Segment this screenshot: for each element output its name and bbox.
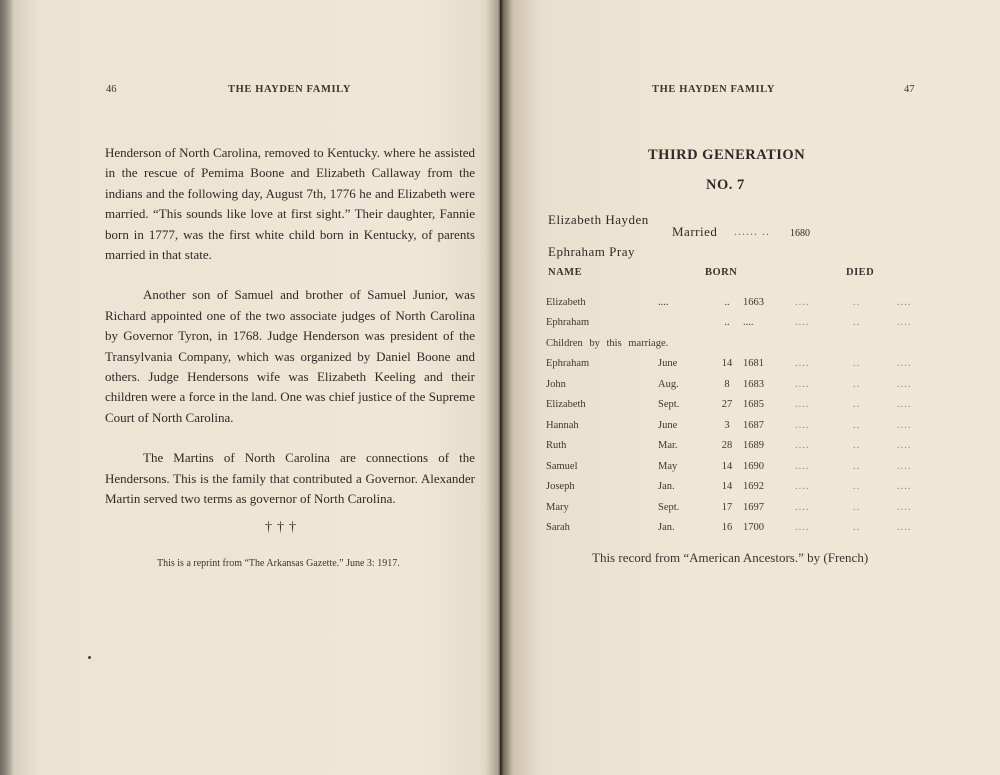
- died-placeholder: ....: [897, 358, 912, 370]
- died-placeholder: ....: [897, 501, 912, 513]
- died-placeholder: ....: [897, 419, 912, 431]
- child-row: [546, 374, 935, 395]
- person-name: Joseph: [546, 481, 575, 493]
- birth-day: 14: [721, 460, 733, 472]
- birth-month: June: [658, 358, 678, 370]
- children-label: Children by this marriage.: [546, 337, 669, 349]
- birth-month: Aug.: [658, 378, 679, 390]
- died-placeholder: ..: [853, 378, 861, 390]
- paper-speck: [88, 656, 91, 659]
- child-row: [546, 477, 935, 498]
- column-header-born: BORN: [705, 267, 738, 278]
- died-placeholder: ....: [795, 296, 810, 308]
- child-row: [546, 497, 935, 518]
- right-page-number: 47: [904, 84, 915, 95]
- died-placeholder: ....: [795, 522, 810, 534]
- child-row: [546, 518, 935, 539]
- died-placeholder: ....: [795, 399, 810, 411]
- birth-year: 1692: [743, 481, 764, 493]
- birth-month: Jan.: [658, 481, 675, 493]
- birth-year: 1687: [743, 419, 764, 431]
- died-placeholder: ....: [795, 501, 810, 513]
- birth-day: 14: [721, 358, 733, 370]
- parent-row: [546, 313, 935, 334]
- child-row: [546, 456, 935, 477]
- died-placeholder: ..: [853, 296, 861, 308]
- birth-month: Sept.: [658, 501, 680, 513]
- dagger-ornament: †††: [265, 520, 301, 535]
- died-placeholder: ..: [853, 481, 861, 493]
- birth-month: ....: [658, 296, 669, 308]
- left-body-text: [105, 143, 475, 510]
- person-name: Elizabeth: [546, 296, 586, 308]
- birth-year: 1663: [743, 296, 764, 308]
- died-placeholder: ..: [853, 419, 861, 431]
- generation-title: THIRD GENERATION: [648, 147, 806, 163]
- person-name: Elizabeth: [546, 399, 586, 411]
- source-note: This record from “American Ancestors.” by (French): [592, 550, 869, 565]
- died-placeholder: ....: [897, 378, 912, 390]
- died-placeholder: ..: [853, 522, 861, 534]
- spouse-elizabeth: Elizabeth Hayden: [548, 212, 649, 227]
- married-year: 1680: [790, 228, 810, 239]
- birth-month: Jan.: [658, 522, 675, 534]
- died-placeholder: ..: [853, 501, 861, 513]
- spouse-ephraham: Ephraham Pray: [548, 244, 636, 259]
- child-row: [546, 395, 935, 416]
- birth-month: June: [658, 419, 678, 431]
- person-name: John: [546, 378, 566, 390]
- died-placeholder: ....: [897, 481, 912, 493]
- birth-year: 1697: [743, 501, 764, 513]
- birth-day: 8: [724, 378, 730, 390]
- person-name: Sarah: [546, 522, 570, 534]
- died-placeholder: ....: [795, 378, 810, 390]
- died-placeholder: ....: [897, 317, 912, 329]
- reprint-footnote: This is a reprint from “The Arkansas Gazette.” June 3: 1917.: [157, 558, 400, 569]
- died-placeholder: ....: [795, 440, 810, 452]
- died-placeholder: ....: [897, 440, 912, 452]
- married-label: Married: [672, 224, 718, 239]
- birth-day: 27: [721, 399, 733, 411]
- birth-day: 17: [721, 501, 733, 513]
- birth-year: 1690: [743, 460, 764, 472]
- birth-day: 14: [721, 481, 733, 493]
- died-placeholder: ..: [853, 317, 861, 329]
- person-name: Ephraham: [546, 358, 590, 370]
- parent-row: [546, 292, 935, 313]
- died-placeholder: ....: [897, 296, 912, 308]
- birth-year: 1700: [743, 522, 764, 534]
- children-label-row: [546, 333, 935, 354]
- child-row: [546, 415, 935, 436]
- child-row: [546, 354, 935, 375]
- birth-year: ....: [743, 317, 754, 329]
- birth-month: [658, 313, 711, 334]
- died-placeholder: ....: [795, 481, 810, 493]
- person-name: Ruth: [546, 440, 567, 452]
- genealogy-table: [546, 292, 935, 538]
- birth-year: 1681: [743, 358, 764, 370]
- birth-month: Mar.: [658, 440, 678, 452]
- died-placeholder: ..: [853, 440, 861, 452]
- paragraph-henderson: Henderson of North Carolina, removed to Kentucky. where he assisted in the rescue of Pemima Boone and Elizabeth Callaway from the indians and the following day, August 7th, 1776 he and Elizabeth were married. “This sounds like love at first sight.” Their daughter, Fannie born in 1777, was the first white child born in Kentucky, of parents married in that state.: [105, 145, 475, 263]
- birth-year: 1685: [743, 399, 764, 411]
- child-row: [546, 436, 935, 457]
- person-name: Hannah: [546, 419, 579, 431]
- person-name: Samuel: [546, 460, 578, 472]
- left-running-head: THE HAYDEN FAMILY: [228, 84, 351, 95]
- died-placeholder: ....: [897, 522, 912, 534]
- died-placeholder: ....: [897, 399, 912, 411]
- column-header-name: NAME: [548, 267, 583, 278]
- birth-day: ..: [724, 317, 730, 329]
- paragraph-richard: Another son of Samuel and brother of Samuel Junior, was Richard appointed one of the two associate judges of North Carolina by Governor Tyron, in 1768. Judge Henderson was president of the Transylvania Company, which was organized by Daniel Boone and others. Judge Hendersons wife was Elizabeth Keeling and their children were a force in the land. One was chief justice of the Supreme Court of North Carolina.: [105, 287, 475, 425]
- person-name: Mary: [546, 501, 569, 513]
- died-placeholder: ....: [795, 419, 810, 431]
- left-page-number: 46: [106, 84, 117, 95]
- column-header-died: DIED: [846, 267, 875, 278]
- died-placeholder: ....: [795, 460, 810, 472]
- birth-day: 3: [724, 419, 730, 431]
- birth-day: 28: [721, 440, 733, 452]
- died-placeholder: ..: [853, 399, 861, 411]
- book-gutter: [486, 0, 514, 775]
- birth-month: May: [658, 460, 678, 472]
- generation-number: NO. 7: [706, 177, 745, 193]
- died-placeholder: ....: [795, 358, 810, 370]
- died-placeholder: ..: [853, 460, 861, 472]
- paragraph-martins: The Martins of North Carolina are connections of the Hendersons. This is the family that contributed a Governor. Alexander Martin served two terms as governor of North Carolina.: [105, 450, 475, 507]
- birth-day: 16: [721, 522, 733, 534]
- died-placeholder: ....: [795, 317, 810, 329]
- birth-year: 1683: [743, 378, 764, 390]
- died-placeholder: ....: [897, 460, 912, 472]
- birth-year: 1689: [743, 440, 764, 452]
- birth-day: ..: [724, 296, 730, 308]
- birth-month: Sept.: [658, 399, 680, 411]
- right-running-head: THE HAYDEN FAMILY: [652, 84, 775, 95]
- died-placeholder: ..: [853, 358, 861, 370]
- person-name: Ephraham: [546, 317, 590, 329]
- married-dots: ...... ..: [734, 224, 770, 238]
